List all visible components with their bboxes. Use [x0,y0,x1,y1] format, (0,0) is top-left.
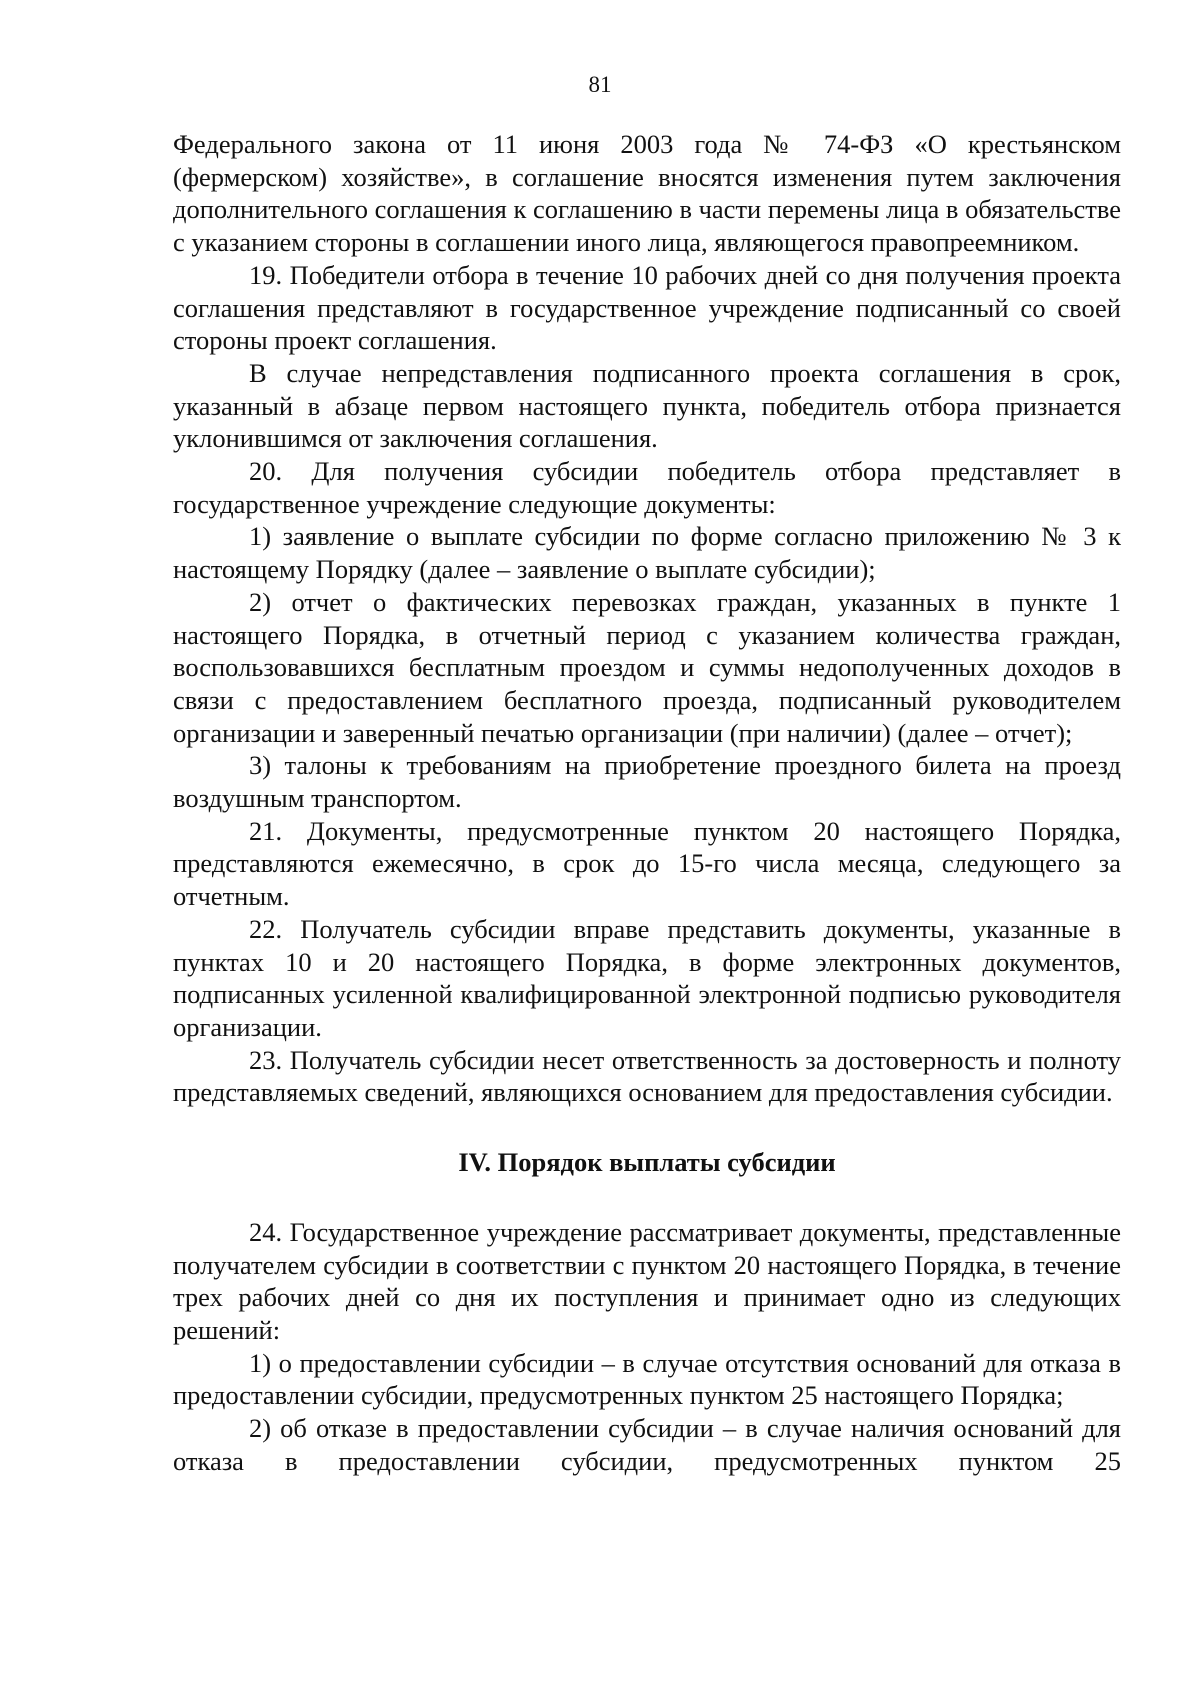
paragraph-20: 20. Для получения субсидии победитель отбора представляет в государственное учреждение следующие документы: [173,456,1121,519]
paragraph-24-item-1: 1) о предоставлении субсидии – в случае отсутствия оснований для отказа в предоставлении субсидии, предусмотренных пунктом 25 настоящего Порядка; [173,1347,1121,1411]
paragraph-22: 22. Получатель субсидии вправе представить документы, указанные в пунктах 10 и 20 настоящего Порядка, в форме электронных документов, подписанных усиленной квалифицированной электронной подписью руководителя организации. [173,913,1121,1042]
paragraph-23: 23. Получатель субсидии несет ответственность за достоверность и полноту представляемых сведений, являющихся основанием для предоставления субсидии. [173,1044,1121,1108]
paragraph-19: 19. Победители отбора в течение 10 рабочих дней со дня получения проекта соглашения представляют в государственное учреждение подписанный со своей стороны проект соглашения. [173,259,1121,356]
paragraph-19-second: В случае непредставления подписанного проекта соглашения в срок, указанный в абзаце первом настоящего пункта, победитель отбора признается уклонившимся от заключения соглашения. [173,357,1121,454]
paragraph-20-item-1: 1) заявление о выплате субсидии по форме согласно приложению № 3 к настоящему Порядку (далее – заявление о выплате субсидии); [173,521,1121,585]
paragraph-21: 21. Документы, предусмотренные пунктом 20 настоящего Порядка, представляются ежемесячно, в срок до 15-го числа месяца, следующего за отчетным. [173,815,1121,912]
paragraph-20-item-2: 2) отчет о фактических перевозках граждан, указанных в пункте 1 настоящего Порядка, в отчетный период с указанием количества граждан, воспользовавшихся бесплатным проездом и суммы недополученных доходов в связи с предоставлением бесплатного проезда, подписанный руководителем организации и заверенный печатью организации (при наличии) (далее – отчет); [173,586,1121,748]
paragraph-20-item-3: 3) талоны к требованиям на приобретение проездного билета на проезд воздушным транспортом. [173,750,1121,814]
section-heading: IV. Порядок выплаты субсидии [458,1147,836,1178]
paragraph-24: 24. Государственное учреждение рассматривает документы, представленные получателем субсидии в соответствии с пунктом 20 настоящего Порядка, в течение трех рабочих дней со дня их поступления и принимает одно из следующих решений: [173,1216,1121,1345]
document-body [173,128,1121,1477]
page-number: 81 [588,72,612,97]
paragraph-continuation: Федерального закона от 11 июня 2003 года № 74-ФЗ «О крестьянском (фермерском) хозяйстве», в соглашение вносятся изменения путем заключения дополнительного соглашения к соглашению в части перемены лица в обязательстве с указанием стороны в соглашении иного лица, являющегося правопреемником. [173,129,1121,258]
paragraph-24-item-2: 2) об отказе в предоставлении субсидии – в случае наличия оснований для отказа в предоставлении субсидии, предусмотренных пунктом 25 [173,1413,1121,1476]
